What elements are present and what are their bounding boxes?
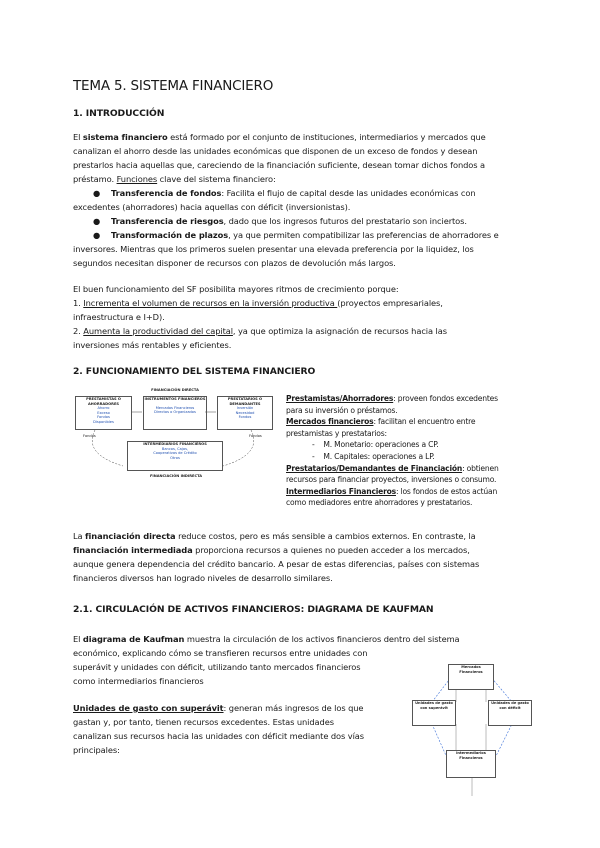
- diagram-box-intermediaries: INTERMEDIARIOS FINANCIEROS Bancos, Cajas, Cooperativas de Crédito Otros: [127, 441, 223, 471]
- diagram-label-funds-right: Fondos: [249, 434, 262, 438]
- agents-description: Prestamistas/Ahorradores: proveen fondos excedentes para su inversión o préstamos. Mercados financieros: facilitan el encuentro entre prestamistas y prestatarios: - M. Monetario: operaciones a CP. - M. Capitales: operaciones a LP. Prestatarios/Demandantes de Financiación: obtienen recursos para financiar proyectos, inversiones o consumo. Intermediarios Financieros: los fondos de estos actúan como mediadores entre ahorradores y prestatarios.: [286, 394, 499, 508]
- kaufman-box-surplus: Unidades de gasto con superávit: [412, 700, 456, 726]
- kaufman-paragraph: El diagrama de Kaufman muestra la circulación de los activos financieros dentro del sistema económico, explicando cómo se transfieren recursos entre unidades con superávit y unidades con déficit, utilizando tanto mercados financieros como intermediarios financieros: [73, 634, 460, 686]
- diagram-label-direct: FINANCIACIÓN DIRECTA: [151, 388, 199, 392]
- page-title: TEMA 5. SISTEMA FINANCIERO: [73, 78, 274, 94]
- section-2-1-heading: 2.1. CIRCULACIÓN DE ACTIVOS FINANCIEROS: DIAGRAMA DE KAUFMAN: [73, 604, 434, 615]
- surplus-paragraph: Unidades de gasto con superávit: generan más ingresos de los que gastan y, por tanto, tienen recursos excedentes. Estas unidades canalizan sus recursos hacia las unidades con déficit mediante dos vías principales:: [73, 703, 364, 755]
- kaufman-box-deficit: Unidades de gasto con déficit: [488, 700, 532, 726]
- bullet-continuation: inversores. Mientras que los primeros suelen presentar una elevada preferencia por la liquidez, los segundos necesitan disponer de recursos con plazos de devolución más largos.: [73, 244, 474, 268]
- diagram-label-indirect: FINANCIACIÓN INDIRECTA: [149, 474, 203, 478]
- diagram-box-instruments: INSTRUMENTOS FINANCIEROS Mercados Financieros Directos o Organizados: [143, 396, 207, 430]
- financing-paragraph: La financiación directa reduce costos, pero es más sensible a cambios externos. En contraste, la financiación intermediada proporciona recursos a quienes no pueden acceder a los mercados, aunque genera dependencia del crédito bancario. A pesar de estas diferencias, países con sistemas financieros diversos han logrado niveles de desarrollo similares.: [73, 531, 480, 583]
- diagram-label-funds-left: Fondos: [83, 434, 96, 438]
- financial-system-diagram: [73, 386, 273, 481]
- diagram-box-lenders: PRESTAMISTAS O AHORRADORES Ahorro Exceso Fondos Disponibles: [75, 396, 132, 430]
- intro-paragraph: El sistema financiero está formado por el conjunto de instituciones, intermediarios y mercados que canalizan el ahorro desde las unidades económicas que disponen de un exceso de fondos y desean prestarlos hacia aquellas que, careciendo de la financiación suficiente, desean tomar dichos fondos a préstamo. Funciones clave del sistema financiero:: [73, 132, 486, 184]
- bullet-item: ● Transferencia de fondos: Facilita el flujo de capital desde las unidades económicas con: [93, 188, 476, 198]
- section-2-heading: 2. FUNCIONAMIENTO DEL SISTEMA FINANCIERO: [73, 366, 316, 377]
- section-1-heading: 1. INTRODUCCIÓN: [73, 108, 165, 119]
- bullet-item: ● Transformación de plazos, ya que permiten compatibilizar las preferencias de ahorradores e: [93, 230, 499, 240]
- kaufman-box-markets: Mercados Financieros: [448, 664, 494, 690]
- growth-paragraph: El buen funcionamiento del SF posibilita mayores ritmos de crecimiento porque: 1. Incrementa el volumen de recursos en la inversión productiva (proyectos empresariales, infraestructura e I+D). 2. Aumenta la productividad del capital, ya que optimiza la asignación de recursos hacia las inversiones más rentables y eficientes.: [73, 284, 447, 350]
- kaufman-box-intermediaries: Intermediarios Financieros: [446, 750, 496, 778]
- diagram-box-borrowers: PRESTATARIOS O DEMANDANTES Inversión Necesidad Fondos: [217, 396, 273, 430]
- bullet-item: ● Transferencia de riesgos, dado que los ingresos futuros del prestatario son inciertos.: [93, 216, 467, 226]
- kaufman-diagram: [412, 662, 530, 798]
- bullet-continuation: excedentes (ahorradores) hacia aquellas con déficit (inversionistas).: [73, 202, 351, 212]
